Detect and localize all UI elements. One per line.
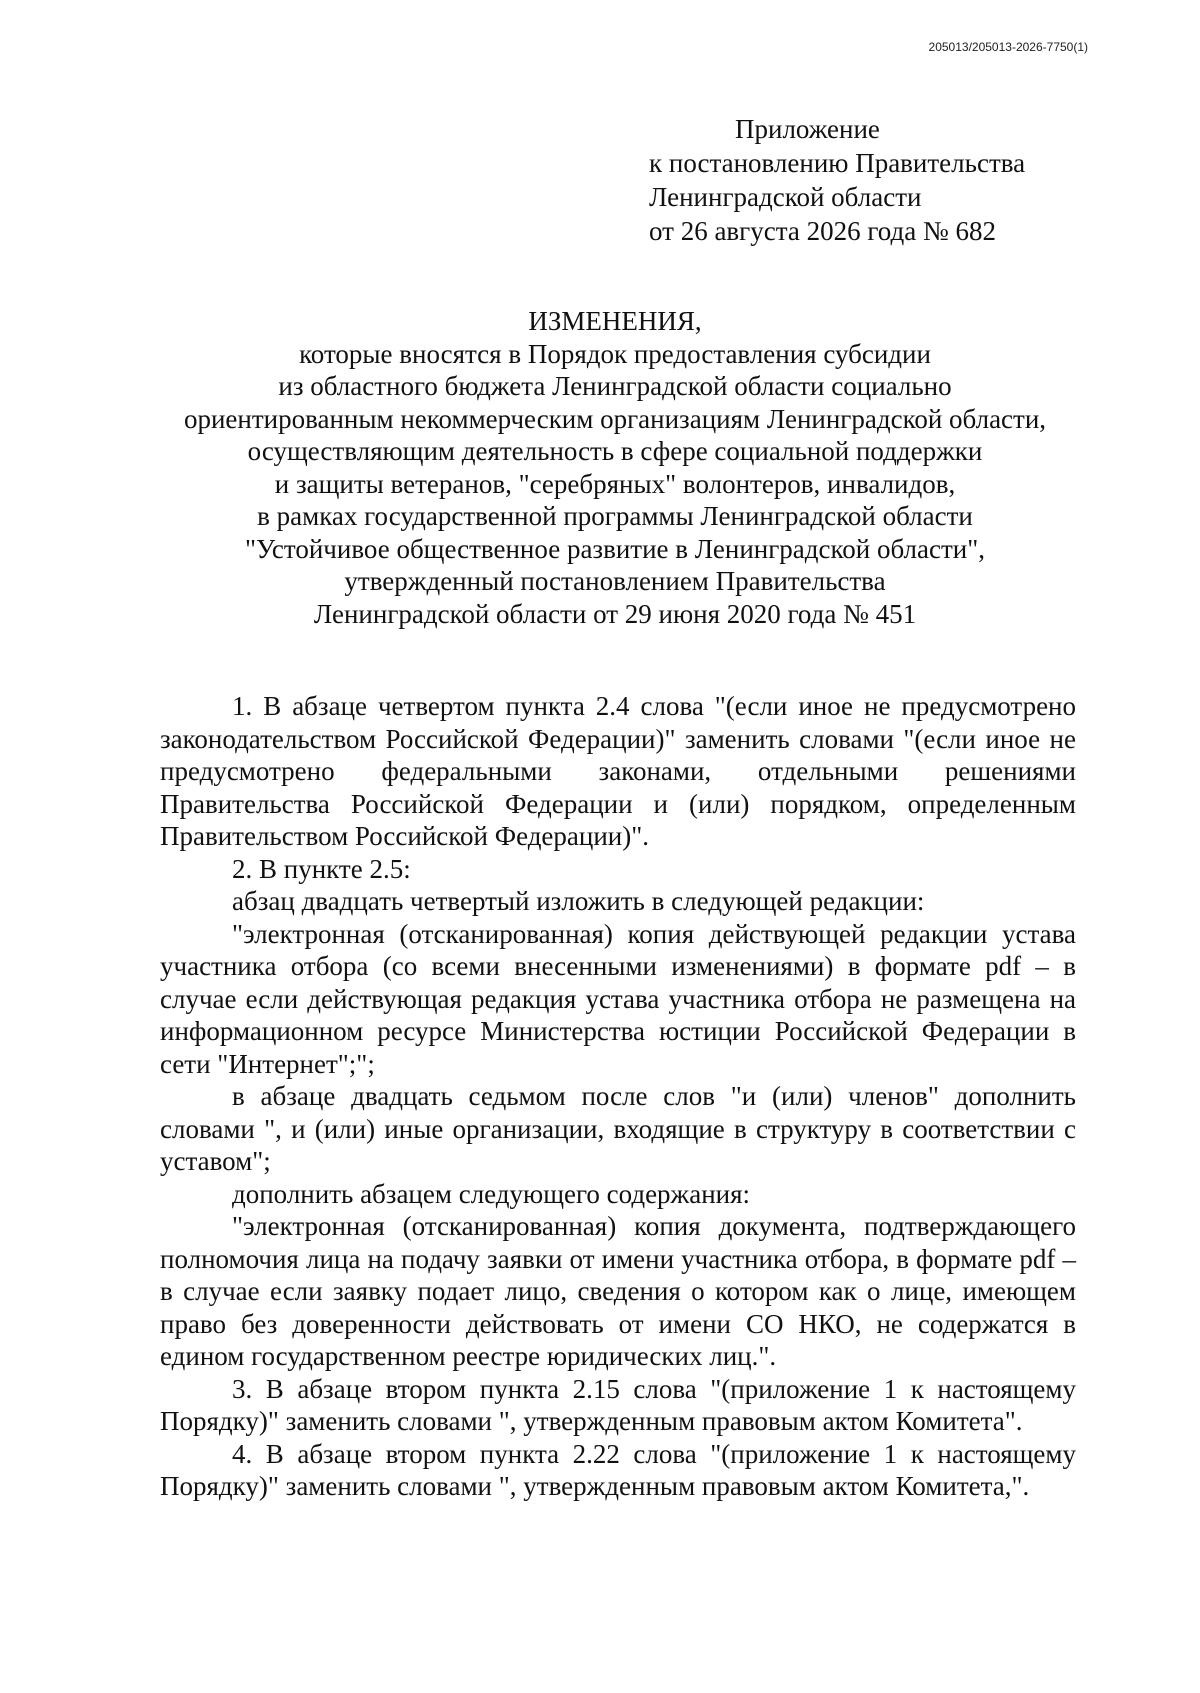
title-line: которые вносятся в Порядок предоставления субсидии bbox=[299, 338, 931, 369]
title-line: ИЗМЕНЕНИЯ, bbox=[528, 306, 702, 336]
title-line: осуществляющим деятельность в сфере социальной поддержки bbox=[247, 436, 983, 466]
appendix-line: от 26 августа 2026 года № 682 bbox=[649, 216, 996, 246]
title-line: ориентированным некоммерческим организациям Ленинградской области, bbox=[183, 403, 1047, 434]
paragraph-item-2: 2. В пункте 2.5: bbox=[232, 853, 411, 884]
title-line: в рамках государственной программы Ленинградской области bbox=[257, 501, 973, 531]
paragraph-item-4: 4. В абзаце втором пункта 2.22 слова "(приложение 1 к настоящему Порядку)" заменить словами ", утвержденным правовым актом Комитета,". bbox=[160, 1438, 1076, 1501]
title-line: "Устойчивое общественное развитие в Ленинградской области", bbox=[245, 533, 985, 564]
paragraph-item-3: 3. В абзаце втором пункта 2.15 слова "(приложение 1 к настоящему Порядку)" заменить словами ", утвержденным правовым актом Комитета". bbox=[160, 1373, 1076, 1436]
paragraph: дополнить абзацем следующего содержания: bbox=[232, 1178, 751, 1209]
appendix-header bbox=[649, 112, 1025, 248]
paragraph: "электронная (отсканированная) копия документа, подтверждающего полномочия лица на подачу заявки от имени участника отбора, в формате pdf – в случае если заявку подает лицо, сведения о котором как о лице, имеющем право без доверенности действовать от имени СО НКО, не содержатся в едином государственном реестре юридических лиц.". bbox=[160, 1211, 1076, 1371]
appendix-line: Приложение bbox=[735, 114, 880, 144]
document-id: 205013/205013-2026-7750(1) bbox=[928, 40, 1088, 54]
title-line: Ленинградской области от 29 июня 2020 года № 451 bbox=[313, 598, 917, 629]
paragraph-item-1: 1. В абзаце четвертом пункта 2.4 слова "(если иное не предусмотрено законодательством Российской Федерации)" заменить словами "(если иное не предусмотрено федеральными законами, отдельными решениями Правительства Российской Федерации и (или) порядком, определенным Правительством Российской Федерации)". bbox=[160, 691, 1076, 851]
title-line: утвержденный постановлением Правительства bbox=[344, 566, 886, 596]
appendix-line: Ленинградской области bbox=[649, 182, 922, 212]
title-line: из областного бюджета Ленинградской области социально bbox=[278, 371, 952, 401]
title-line: и защиты ветеранов, "серебряных" волонтеров, инвалидов, bbox=[274, 468, 956, 499]
document-title bbox=[120, 305, 1110, 630]
document-body bbox=[160, 690, 1076, 1503]
appendix-line: к постановлению Правительства bbox=[649, 148, 1026, 178]
paragraph: абзац двадцать четвертый изложить в следующей редакции: bbox=[232, 886, 925, 916]
paragraph: в абзаце двадцать седьмом после слов "и (или) членов" дополнить словами ", и (или) иные организации, входящие в структуру в соответствии с уставом"; bbox=[160, 1081, 1076, 1176]
paragraph: "электронная (отсканированная) копия действующей редакции устава участника отбора (со всеми внесенными изменениями) в формате pdf – в случае если действующая редакция устава участника отбора не размещена на информационном ресурсе Министерства юстиции Российской Федерации в сети "Интернет";"; bbox=[160, 918, 1076, 1079]
